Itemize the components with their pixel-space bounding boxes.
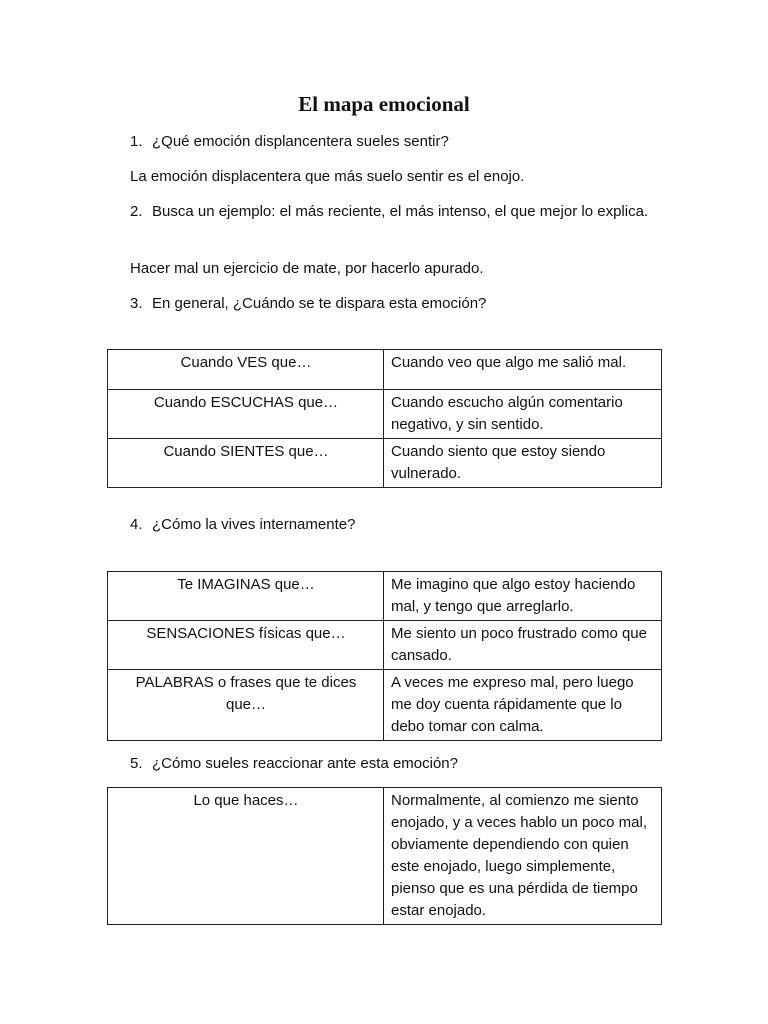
answer-2: Hacer mal un ejercicio de mate, por hacerlo apurado.	[130, 260, 484, 277]
row-label: PALABRAS o frases que te dices que…	[108, 670, 384, 741]
table-reaction	[107, 787, 662, 925]
row-label: Lo que haces…	[108, 788, 384, 925]
question-number: 5.	[130, 755, 143, 772]
question-number: 4.	[130, 516, 143, 533]
table-row	[108, 621, 662, 670]
row-value: Cuando veo que algo me salió mal.	[384, 350, 662, 390]
table-row	[108, 572, 662, 621]
row-label: Cuando ESCUCHAS que…	[108, 390, 384, 439]
question-text: ¿Cómo sueles reaccionar ante esta emoción?	[152, 755, 458, 772]
question-number: 1.	[130, 133, 143, 150]
question-3	[130, 293, 661, 315]
question-2	[130, 201, 661, 223]
row-value: Cuando escucho algún comentario negativo, y sin sentido.	[384, 390, 662, 439]
row-label: Te IMAGINAS que…	[108, 572, 384, 621]
question-text: En general, ¿Cuándo se te dispara esta emoción?	[152, 295, 487, 312]
row-value: Me imagino que algo estoy haciendo mal, y tengo que arreglarlo.	[384, 572, 662, 621]
question-number: 2.	[130, 203, 143, 220]
table-row	[108, 439, 662, 488]
table-row	[108, 390, 662, 439]
question-text: ¿Qué emoción displancentera sueles sentir?	[152, 133, 449, 150]
question-1	[130, 131, 661, 153]
table-row	[108, 670, 662, 741]
row-value: Cuando siento que estoy siendo vulnerado.	[384, 439, 662, 488]
row-label: Cuando VES que…	[108, 350, 384, 390]
question-number: 3.	[130, 295, 143, 312]
row-value: Normalmente, al comienzo me siento enojado, y a veces hablo un poco mal, obviamente dependiendo con quien este enojado, luego simplemente, pienso que es una pérdida de tiempo estar enojado.	[384, 788, 662, 925]
question-5	[130, 753, 661, 775]
table-triggers	[107, 349, 662, 488]
answer-1: La emoción displacentera que más suelo sentir es el enojo.	[130, 168, 525, 185]
row-value: A veces me expreso mal, pero luego me doy cuenta rápidamente que lo debo tomar con calma.	[384, 670, 662, 741]
row-label: Cuando SIENTES que…	[108, 439, 384, 488]
row-label: SENSACIONES físicas que…	[108, 621, 384, 670]
table-row	[108, 350, 662, 390]
table-row	[108, 788, 662, 925]
question-4	[130, 514, 661, 536]
question-text: ¿Cómo la vives internamente?	[152, 516, 356, 533]
question-text: Busca un ejemplo: el más reciente, el más intenso, el que mejor lo explica.	[152, 203, 649, 220]
table-internal	[107, 571, 662, 741]
row-value: Me siento un poco frustrado como que cansado.	[384, 621, 662, 670]
page-title: El mapa emocional	[298, 92, 470, 116]
